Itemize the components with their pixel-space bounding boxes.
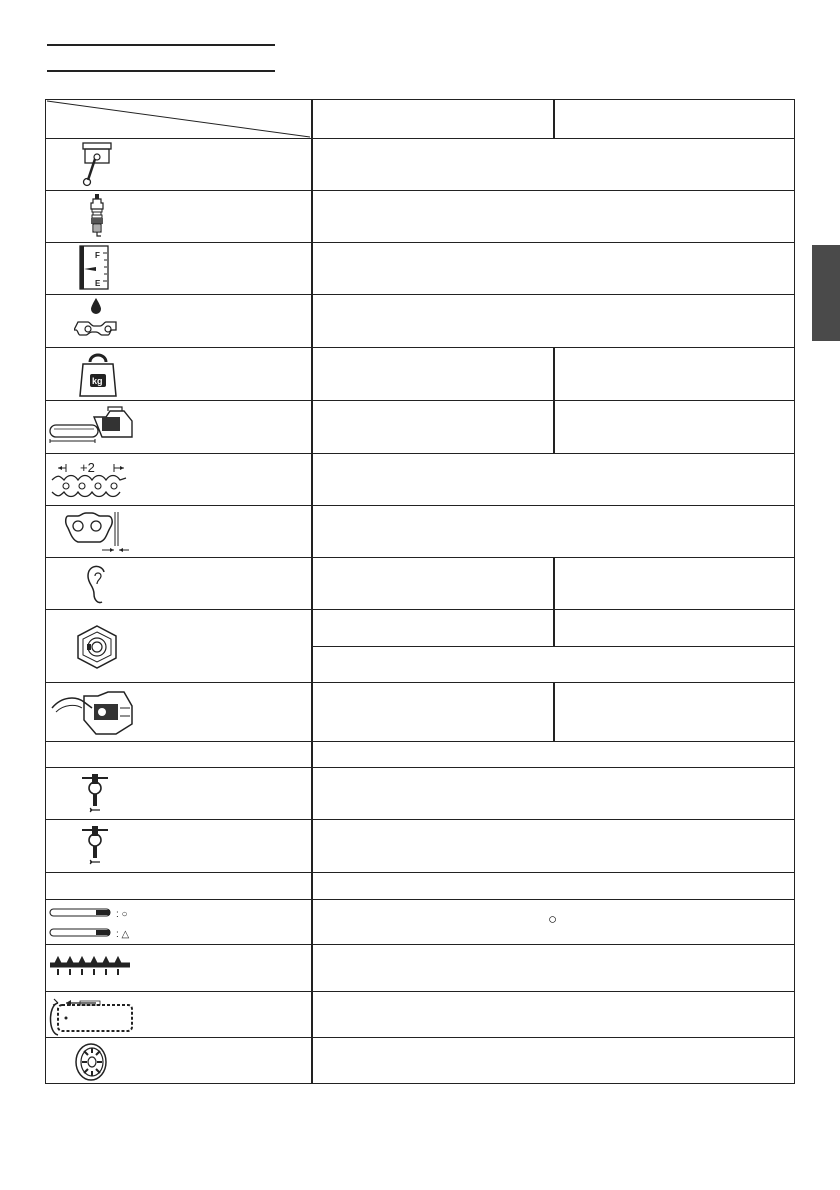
row-line — [45, 294, 795, 295]
saw-chain-icon — [48, 955, 134, 979]
row-line — [311, 646, 795, 647]
row-line — [45, 819, 795, 820]
carburetor-screw-icon — [80, 822, 110, 868]
guide-bar-label-triangle: : △ — [116, 929, 130, 940]
chain-pitch-icon — [48, 456, 130, 502]
row-line — [45, 557, 795, 558]
row-line — [45, 741, 795, 742]
row-line — [45, 899, 795, 900]
row-line — [45, 991, 795, 992]
row-line — [45, 682, 795, 683]
kg-label: kg — [92, 376, 103, 386]
row-line — [45, 453, 795, 454]
row-line — [45, 609, 795, 610]
chainsaw-length-icon — [48, 405, 138, 445]
row-line — [45, 347, 795, 348]
split-divider — [553, 347, 555, 453]
row-line — [45, 944, 795, 945]
ear-noise-icon — [84, 562, 110, 606]
fuel-full-label: F — [95, 251, 100, 260]
row-line — [45, 190, 795, 191]
row-line — [45, 872, 795, 873]
fuel-empty-label: E — [95, 279, 101, 288]
guide-bar-icon — [48, 903, 166, 943]
split-divider — [553, 557, 555, 646]
nut-icon — [74, 624, 120, 670]
piston-icon — [78, 140, 118, 188]
row-line — [45, 400, 795, 401]
chainsaw-vibration-icon — [50, 688, 136, 738]
weight-kg-icon — [78, 350, 118, 398]
row-line — [45, 138, 795, 139]
header-diagonal — [45, 99, 312, 139]
split-divider — [553, 99, 555, 138]
row-line — [45, 767, 795, 768]
sprocket-icon — [70, 1041, 112, 1083]
guide-bar-label-circle: : ○ — [116, 909, 128, 920]
chain-oil-icon — [74, 296, 122, 344]
title-underline-1 — [47, 44, 275, 46]
chain-direction-icon — [44, 995, 136, 1037]
pitch-label: +2 — [80, 460, 95, 475]
carburetor-screw-icon — [80, 770, 110, 816]
title-underline-2 — [47, 70, 275, 72]
column-divider — [311, 99, 313, 1084]
fuel-tank-icon — [79, 245, 109, 290]
row-line — [45, 505, 795, 506]
circle-mark: ○ — [548, 911, 558, 928]
row-line — [45, 242, 795, 243]
section-tab — [812, 245, 840, 341]
split-divider — [553, 682, 555, 741]
row-line — [45, 1037, 795, 1038]
chain-gauge-icon — [62, 508, 130, 554]
spark-plug-icon — [85, 193, 109, 239]
